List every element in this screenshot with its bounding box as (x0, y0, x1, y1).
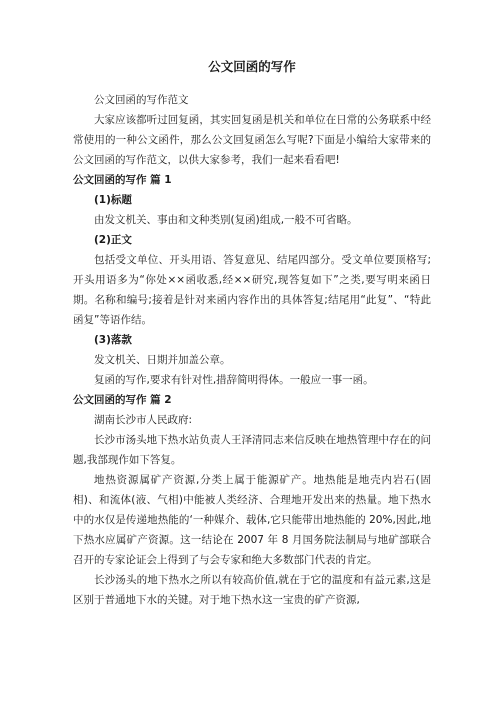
section-1-heading: 公文回函的写作 篇 1 (73, 174, 172, 186)
section-1-sub-title-2: (2)正文 (94, 234, 132, 246)
intro-paragraph: 大家应该都听过回复函，其实回复函是机关和单位在日常的公务联系中经常使用的一种公文函件，那么公文回复函怎么写呢?下面是小编给大家带来的公文回函的写作范文，以供大家参考，我们一起来看看吧! (73, 114, 431, 166)
document-title: 公文回函的写作 (208, 59, 296, 74)
section-1-sub-text-3: 发文机关、日期并加盖公章。 (94, 354, 231, 366)
section-1-sub-text-1: 由发文机关、事由和文种类别(复函)组成,一般不可省略。 (94, 214, 358, 226)
section-2-addressee: 湖南长沙市人民政府: (94, 414, 193, 426)
section-2-heading: 公文回函的写作 篇 2 (73, 394, 172, 406)
intro-heading: 公文回函的写作范文 (94, 94, 189, 106)
section-2-paragraph-1: 长沙市汤头地下热水站负责人王泽清同志来信反映在地热管理中存在的问题,我部现作如下答复。 (73, 434, 431, 466)
section-2-paragraph-3: 长沙汤头的地下热水之所以有较高价值,就在于它的温度和有益元素,这是区别于普通地下水的关键。对于地下热水这一宝贵的矿产资源, (73, 574, 431, 606)
section-1-closing: 复函的写作,要求有针对性,措辞简明得体。一般应一事一函。 (94, 374, 374, 386)
document-page (73, 58, 431, 610)
section-1-sub-title-1: (1)标题 (94, 194, 132, 206)
section-1-sub-title-3: (3)落款 (94, 334, 132, 346)
section-1-sub-text-2: 包括受文单位、开头用语、答复意见、结尾四部分。受文单位要顶格写;开头用语多为“你处××函收悉,经××研究,现答复如下”之类,要写明来函日期。名称和编号;接着是针对来函内容作出的具体答复;结尾用“此复”、“特此函复”等语作结。 (73, 254, 431, 326)
section-2-paragraph-2: 地热资源属矿产资源,分类上属于能源矿产。地热能是地壳内岩石(固相)、和流体(液、气相)中能被人类经济、合理地开发出来的热量。地下热水中的水仅是传递地热能的‘一种媒介、载体,它只能带出地热能的 20%,因此,地下热水应属矿产资源。这一结论在 2007 年 8 月国务院法制局与地矿部联合召开的专家论证会上得到了与会专家和绝大多数部门代表的肯定。 (73, 474, 431, 566)
